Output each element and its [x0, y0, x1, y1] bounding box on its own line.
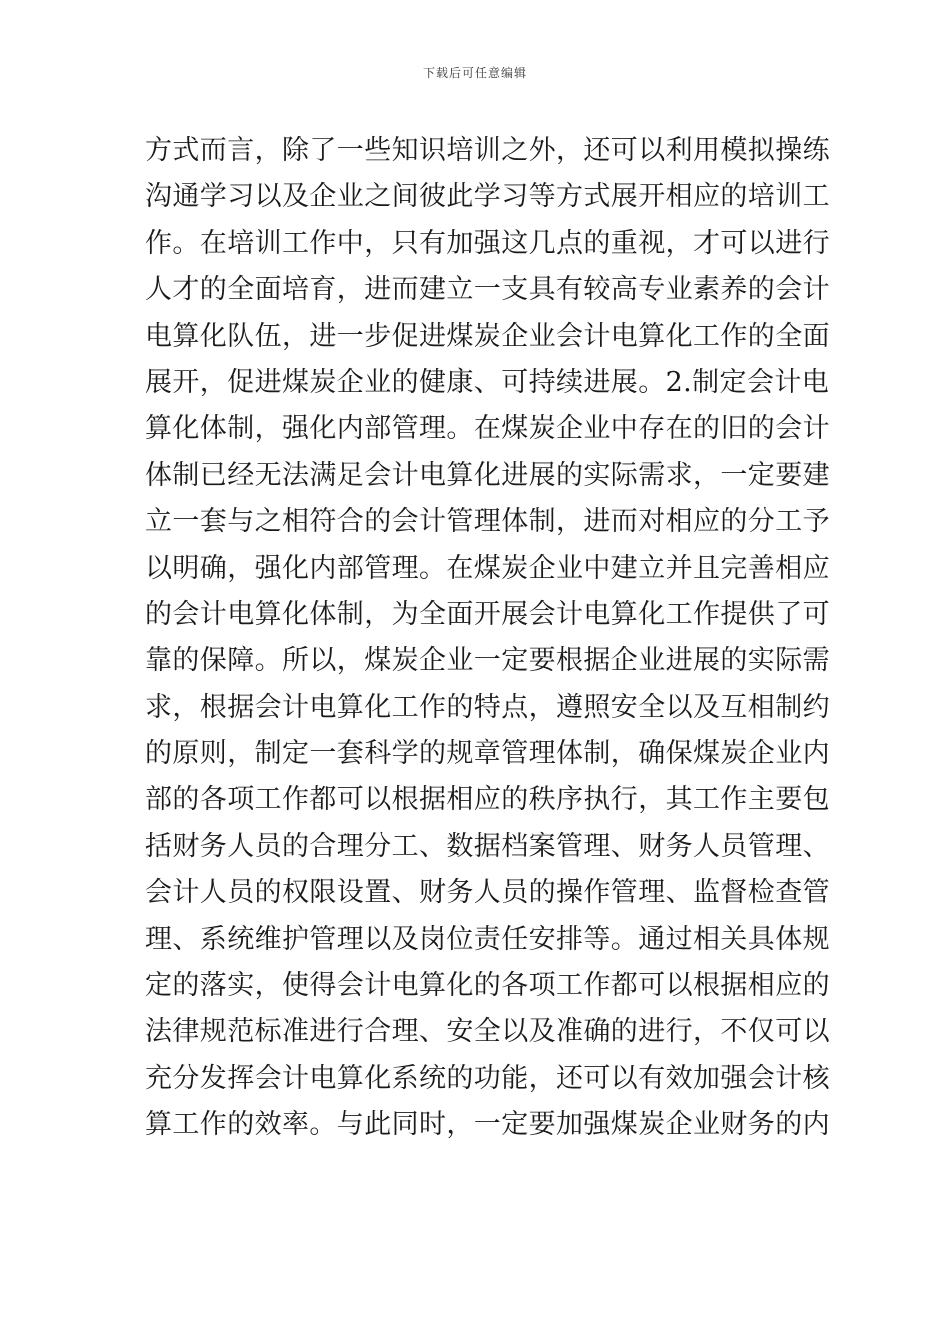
text-line: 电算化队伍，进一步促进煤炭企业会计电算化工作的全面	[145, 320, 830, 352]
text-line: 靠的保障。所以，煤炭企业一定要根据企业进展的实际需	[145, 645, 830, 677]
text-line: 体制已经无法满足会计电算化进展的实际需求，一定要建	[145, 459, 830, 491]
text-line: 沟通学习以及企业之间彼此学习等方式展开相应的培训工	[145, 181, 830, 213]
text-line: 人才的全面培育，进而建立一支具有较高专业素养的会计	[145, 274, 830, 306]
text-line: 法律规范标准进行合理、安全以及准确的进行，不仅可以	[145, 1016, 830, 1048]
text-line: 作。在培训工作中，只有加强这几点的重视，才可以进行	[145, 227, 830, 259]
text-line: 立一套与之相符合的会计管理体制，进而对相应的分工予	[145, 506, 830, 538]
text-line: 充分发挥会计电算化系统的功能，还可以有效加强会计核	[145, 1062, 830, 1094]
text-line: 的会计电算化体制，为全面开展会计电算化工作提供了可	[145, 598, 830, 630]
text-line: 展开，促进煤炭企业的健康、可持续进展。2.制定会计电	[145, 366, 830, 398]
text-line: 理、系统维护管理以及岗位责任安排等。通过相关具体规	[145, 923, 830, 955]
text-line: 方式而言，除了一些知识培训之外，还可以利用模拟操练	[145, 135, 830, 166]
text-line: 算工作的效率。与此同时，一定要加强煤炭企业财务的内	[145, 1109, 830, 1141]
body-paragraph	[145, 128, 830, 1149]
text-line: 括财务人员的合理分工、数据档案管理、财务人员管理、	[145, 830, 830, 862]
text-line: 以明确，强化内部管理。在煤炭企业中建立并且完善相应	[145, 552, 830, 584]
text-line: 的原则，制定一套科学的规章管理体制，确保煤炭企业内	[145, 738, 830, 770]
text-line: 会计人员的权限设置、财务人员的操作管理、监督检查管	[145, 877, 830, 909]
text-line: 定的落实，使得会计电算化的各项工作都可以根据相应的	[145, 970, 830, 1002]
text-line: 算化体制，强化内部管理。在煤炭企业中存在的旧的会计	[145, 413, 830, 445]
text-line: 求，根据会计电算化工作的特点，遵照安全以及互相制约	[145, 691, 830, 723]
text-line: 部的各项工作都可以根据相应的秩序执行，其工作主要包	[145, 784, 830, 816]
page-header: 下载后可任意编辑	[422, 66, 527, 80]
